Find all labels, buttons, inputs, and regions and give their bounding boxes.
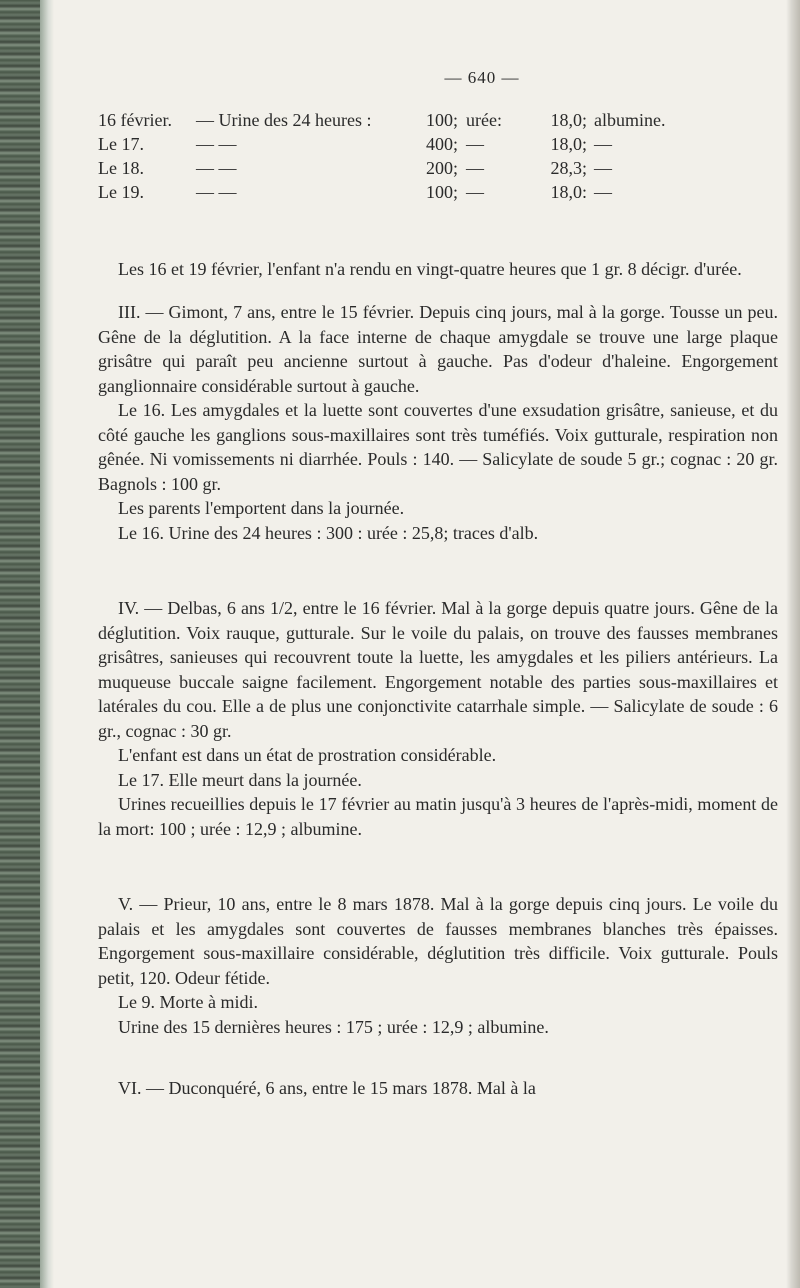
lab-description: — Urine des 24 heures :: [196, 110, 372, 130]
page-right-edge: [786, 0, 800, 1288]
lab-row: [98, 182, 778, 206]
paragraph: Le 9. Morte à midi.: [118, 992, 258, 1012]
paragraph: IV. — Delbas, 6 ans 1/2, entre le 16 février. Mal à la gorge depuis quatre jours. Gêne de la déglutition. Voix rauque, gutturale. Sur le voile du palais, on trouve des fausses membranes grisâtres, sanieuses qui recouvrent toute la luette, les amygdales et les piliers antérieurs. La muqueuse buccale saigne facilement. Engorgement notable des parties sous-maxillaires et latérales du cou. Elle a de plus une conjonctivite catarrhale simple. — Salicylate de soude : 6 gr., cognac : 30 gr.: [98, 598, 778, 741]
lab-description: — —: [196, 182, 237, 202]
lab-uree-label: —: [466, 134, 484, 154]
lab-volume: 200;: [425, 158, 458, 178]
lab-uree-value: 18,0;: [550, 110, 587, 130]
paragraph: Les 16 et 19 février, l'enfant n'a rendu en vingt-quatre heures que 1 gr. 8 décigr. d'urée.: [118, 259, 742, 279]
lab-date: 16 février.: [98, 110, 172, 130]
book-binding: [0, 0, 40, 1288]
lab-date: Le 19.: [98, 182, 144, 202]
case-5: [98, 892, 778, 1039]
lab-date: Le 18.: [98, 158, 144, 178]
lab-description: — —: [196, 158, 237, 178]
lab-uree-label: —: [466, 182, 484, 202]
paragraph: Le 16. Les amygdales et la luette sont couvertes d'une exsudation grisâtre, sanieuse, et du côté gauche les ganglions sous-maxillaires sont très tuméfiés. Voix gutturale, respiration non gênée. Ni vomissements ni diarrhée. Pouls : 140. — Salicylate de soude 5 gr.; cognac : 20 gr. Bagnols : 100 gr.: [98, 400, 778, 494]
lab-description: — —: [196, 134, 237, 154]
case-3: [98, 300, 778, 545]
lab-volume: 100;: [425, 110, 458, 130]
paragraph: Le 17. Elle meurt dans la journée.: [118, 769, 362, 790]
case-2-conclusion: [98, 257, 778, 282]
paragraph: Urines recueillies depuis le 17 février au matin jusqu'à 3 heures de l'après-midi, moment de la mort: 100 ; urée : 12,9 ; albumine.: [98, 794, 778, 839]
lab-albumine: —: [594, 158, 612, 178]
urine-lab-table: [98, 110, 778, 206]
paragraph: V. — Prieur, 10 ans, entre le 8 mars 1878. Mal à la gorge depuis cinq jours. Le voile du palais et les amygdales sont couvertes de fausses membranes blanches très épaisses. Engorgement sous-maxillaire considérable, déglutition très difficile. Voix gutturale. Pouls petit, 120. Odeur fétide.: [98, 894, 778, 988]
lab-date: Le 17.: [98, 134, 144, 154]
lab-row: [98, 134, 778, 158]
paragraph: L'enfant est dans un état de prostration considérable.: [118, 745, 497, 765]
lab-row: [98, 158, 778, 182]
lab-uree-label: —: [466, 158, 484, 178]
paragraph: Urine des 15 dernières heures : 175 ; urée : 12,9 ; albumine.: [118, 1016, 549, 1037]
lab-albumine: —: [594, 182, 612, 202]
paragraph: Les parents l'emportent dans la journée.: [118, 498, 405, 518]
page-number: — 640 —: [444, 68, 520, 87]
lab-volume: 100;: [425, 182, 458, 202]
lab-albumine: albumine.: [594, 110, 666, 130]
case-4: [98, 596, 778, 841]
page-gutter: [40, 0, 54, 1288]
lab-albumine: —: [594, 134, 612, 154]
paragraph: III. — Gimont, 7 ans, entre le 15 février. Depuis cinq jours, mal à la gorge. Tousse un peu. Gêne de la déglutition. A la face interne de chaque amygdale se trouve une large plaque grisâtre qui paraît peu ancienne surtout à gauche. Pas d'odeur d'haleine. Engorgement ganglionnaire considérable surtout à gauche.: [98, 302, 778, 396]
lab-volume: 400;: [425, 134, 458, 154]
lab-uree-value: 18,0:: [550, 182, 587, 202]
paragraph: Le 16. Urine des 24 heures : 300 : urée : 25,8; traces d'alb.: [118, 522, 539, 543]
paragraph: VI. — Duconquéré, 6 ans, entre le 15 mars 1878. Mal à la: [118, 1078, 536, 1098]
case-6: [98, 1076, 778, 1101]
lab-row: [98, 110, 778, 134]
lab-uree-label: urée:: [466, 110, 502, 130]
lab-uree-value: 18,0;: [550, 134, 587, 154]
lab-uree-value: 28,3;: [550, 158, 587, 178]
